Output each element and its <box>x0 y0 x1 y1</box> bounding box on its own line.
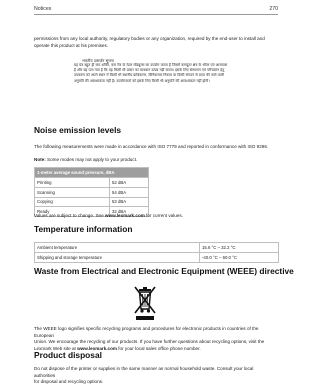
note-text: Some modes may not apply to your product. <box>45 157 138 162</box>
noise-footer-text: Values are subject to change. See <box>34 213 105 218</box>
temperature-heading: Temperature information <box>34 224 133 234</box>
noise-table <box>34 167 149 217</box>
table-cell-value: 53 dBA <box>110 197 149 207</box>
crossed-out-wheelie-bin-icon <box>132 283 158 321</box>
table-cell-mode: Printing <box>35 178 110 188</box>
disposal-heading: Product disposal <box>34 350 102 360</box>
note-label: Note: <box>34 157 46 162</box>
table-cell-value: 52 dBA <box>110 178 149 188</box>
table-cell-label: Ambient temperature <box>35 243 200 253</box>
table-cell-label: Shipping and storage temperature <box>35 252 200 262</box>
hindi-notice-line: यह यंत्र बहुत ही कम शक्ति, कम रेंज के रेडार मॉड्यूल्स का उपयोग करता है जिसमें कम्प्यूटर क्षेत्र के भीतर एवं आसपास <box>74 63 228 67</box>
disposal-text-line: Do not dispose of the printer or supplies in the same manner as normal household waste. Consult your local authorities <box>34 366 254 378</box>
table-cell-mode: Ready <box>35 207 110 217</box>
lexmark-link[interactable]: www.lexmark.com <box>77 345 117 351</box>
temperature-table <box>34 242 279 263</box>
header-page-number: 270 <box>269 6 278 12</box>
intro-paragraph: permissions from any local authority, regulatory bodies or any organization, required by the end-user to install and operate this product at his premises. <box>34 36 265 48</box>
table-row <box>35 252 279 262</box>
table-cell-value: 15.6 °C – 32.2 °C <box>200 243 279 253</box>
hindi-notice-line: है और यह पता गया है कि यह किसी भी प्रकार का व्यवधान उत्पन्न नहीं करता। इसके लिए संस्थापन एवं परिचालन हेतु <box>74 68 225 73</box>
header-divider <box>34 14 278 15</box>
disposal-text-line: for disposal and recycling options. <box>34 379 104 384</box>
header-section-title: Notices <box>34 6 52 12</box>
noise-footer-tail: for current values. <box>144 213 183 218</box>
table-row <box>35 178 149 188</box>
table-cell-mode: Copying <box>35 197 110 207</box>
noise-heading: Noise emission levels <box>34 125 122 135</box>
weee-text: for your local sales office phone number. <box>116 345 201 351</box>
table-cell-mode: Scanning <box>35 187 110 197</box>
table-header: 1-meter average sound pressure, dBA <box>35 168 149 178</box>
weee-text: Lexmark Web site at <box>34 345 78 351</box>
table-cell-value: -40.0 °C – 60.0 °C <box>200 252 279 262</box>
noise-note <box>34 157 137 162</box>
weee-paragraph <box>34 326 274 352</box>
weee-text-line: The WEEE logo signifies specific recycling programs and procedures for electronic products in countries of the European <box>34 326 259 338</box>
disposal-paragraph <box>34 366 274 386</box>
hindi-emission-notice <box>74 58 244 84</box>
noise-intro: The following measurements were made in accordance with ISO 7779 and reported in conformance with ISO 9296. <box>34 144 269 149</box>
table-row <box>35 243 279 253</box>
hindi-notice-title: भारतीय उत्सर्जन सूचना <box>82 58 114 63</box>
lexmark-link[interactable]: www.lexmark.com <box>104 213 145 218</box>
table-row <box>35 197 149 207</box>
table-cell-value: 32 dBA <box>110 207 149 217</box>
table-header-row <box>35 168 149 178</box>
table-cell-value: 54 dBA <box>110 187 149 197</box>
hindi-notice-line: अनुमति की आवश्यकता नहीं है। उपयोगकर्ता को इसके लिए किसी भी अनुमति की आवश्यकता नहीं होगी। <box>74 78 210 83</box>
weee-text-line: Union. We encourage the recycling of our products. If you have further questions about recycling options, visit the <box>34 339 265 344</box>
weee-heading: Waste from Electrical and Electronic Equipment (WEEE) directive <box>34 266 294 276</box>
table-row <box>35 187 149 197</box>
hindi-notice-line: उपकरण को अपने स्थान में किसी भी स्थानीय प्राधिकरण, विनियामक निकाय या किसी संगठन से प्राप्त की जाने वाली <box>74 73 224 78</box>
noise-footer <box>34 213 274 220</box>
